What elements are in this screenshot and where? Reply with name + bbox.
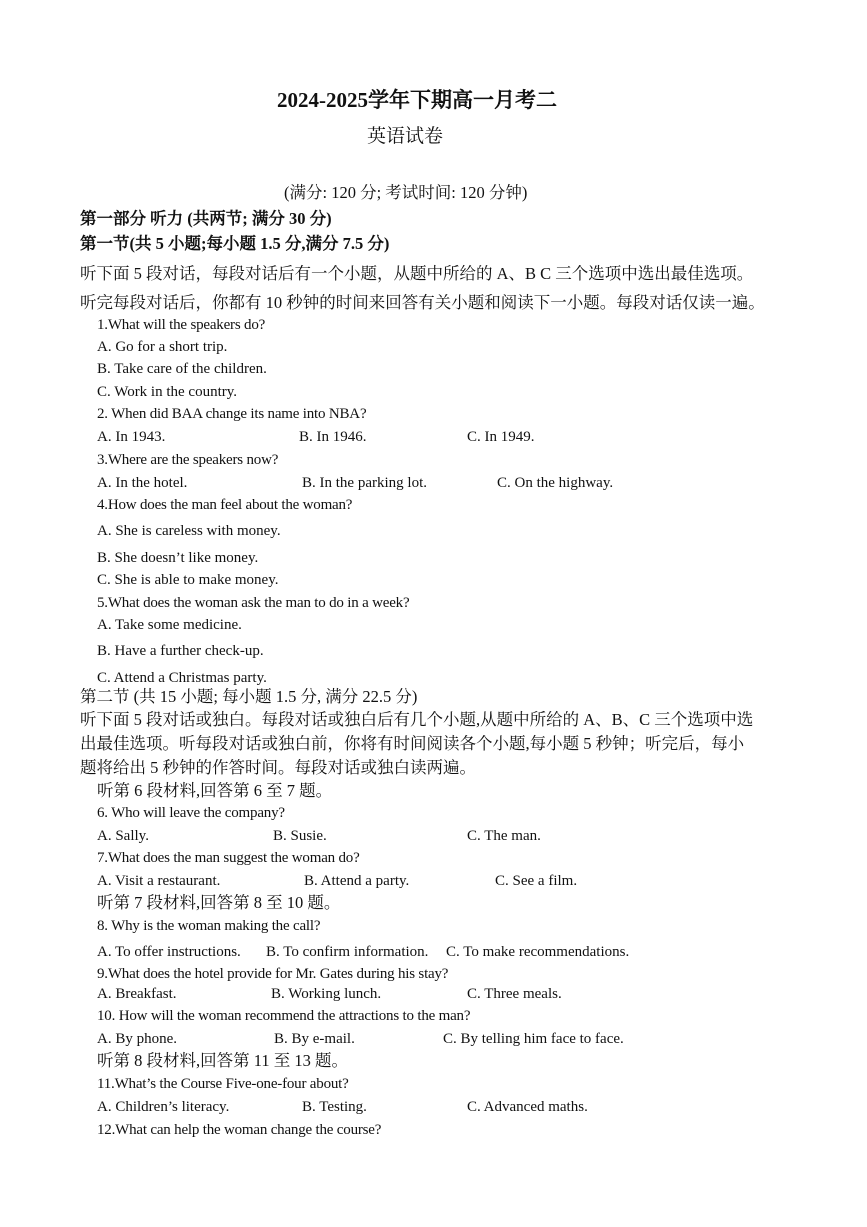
q4-option-c: C. She is able to make money.	[97, 572, 279, 588]
q1-option-a: A. Go for a short trip.	[97, 339, 228, 355]
q4-option-b: B. She doesn’t like money.	[97, 550, 259, 566]
q2-option-a: A. In 1943.	[97, 429, 166, 445]
q2-option-c: C. In 1949.	[467, 429, 535, 445]
exam-title: 2024-2025学年下期高一月考二	[277, 88, 557, 112]
section1-instruction-2: 听完每段对话后，你都有 10 秒钟的时间来回答有关小题和阅读下一小题。每段对话仅读一遍。	[80, 293, 765, 312]
section1-instruction-1: 听下面 5 段对话，每段对话后有一个小题，从题中所给的 A、B C 三个选项中选出最佳选项。	[80, 264, 754, 283]
q8-option-b: B. To confirm information.	[266, 944, 429, 960]
exam-info: (满分: 120 分; 考试时间: 120 分钟)	[284, 183, 528, 202]
q7-option-b: B. Attend a party.	[304, 873, 410, 889]
section2-instruction-3: 题将给出 5 秒钟的作答时间。每段对话或独白读两遍。	[80, 758, 476, 777]
section2-instruction-2: 出最佳选项。听每段对话或独白前，你将有时间阅读各个小题,每小题 5 秒钟；听完后，每小	[80, 734, 745, 753]
question-12: 12.What can help the woman change the course?	[97, 1122, 382, 1138]
part1-heading: 第一部分 听力 (共两节; 满分 30 分)	[80, 209, 332, 228]
material-6: 听第 6 段材料,回答第 6 至 7 题。	[97, 781, 333, 800]
question-8: 8. Why is the woman making the call?	[97, 918, 321, 934]
q8-option-c: C. To make recommendations.	[446, 944, 630, 960]
q3-option-b: B. In the parking lot.	[302, 475, 427, 491]
q9-option-a: A. Breakfast.	[97, 986, 177, 1002]
question-6: 6. Who will leave the company?	[97, 805, 285, 821]
question-4: 4.How does the man feel about the woman?	[97, 497, 353, 513]
material-8: 听第 8 段材料,回答第 11 至 13 题。	[97, 1051, 349, 1070]
q5-option-a: A. Take some medicine.	[97, 617, 242, 633]
q7-option-c: C. See a film.	[495, 873, 578, 889]
q11-option-a: A. Children’s literacy.	[97, 1099, 230, 1115]
material-7: 听第 7 段材料,回答第 8 至 10 题。	[97, 893, 341, 912]
q5-option-b: B. Have a further check-up.	[97, 643, 264, 659]
q6-option-b: B. Susie.	[273, 828, 327, 844]
question-2: 2. When did BAA change its name into NBA?	[97, 406, 367, 422]
question-7: 7.What does the man suggest the woman do?	[97, 850, 360, 866]
q10-option-a: A. By phone.	[97, 1031, 177, 1047]
question-1: 1.What will the speakers do?	[97, 317, 266, 333]
q9-option-c: C. Three meals.	[467, 986, 562, 1002]
question-3: 3.Where are the speakers now?	[97, 452, 279, 468]
q3-option-c: C. On the highway.	[497, 475, 614, 491]
q2-option-b: B. In 1946.	[299, 429, 367, 445]
q6-option-c: C. The man.	[467, 828, 541, 844]
q6-option-a: A. Sally.	[97, 828, 149, 844]
q11-option-b: B. Testing.	[302, 1099, 367, 1115]
question-10: 10. How will the woman recommend the attractions to the man?	[97, 1008, 471, 1024]
q4-option-a: A. She is careless with money.	[97, 523, 281, 539]
q9-option-b: B. Working lunch.	[271, 986, 382, 1002]
q1-option-c: C. Work in the country.	[97, 384, 238, 400]
q5-option-c: C. Attend a Christmas party.	[97, 670, 267, 686]
question-9: 9.What does the hotel provide for Mr. Gates during his stay?	[97, 966, 449, 982]
q8-option-a: A. To offer instructions.	[97, 944, 241, 960]
question-11: 11.What’s the Course Five-one-four about?	[97, 1076, 349, 1092]
q1-option-b: B. Take care of the children.	[97, 361, 267, 377]
exam-subtitle: 英语试卷	[367, 126, 444, 147]
q10-option-b: B. By e-mail.	[274, 1031, 355, 1047]
q3-option-a: A. In the hotel.	[97, 475, 188, 491]
section2-instruction-1: 听下面 5 段对话或独白。每段对话或独白后有几个小题,从题中所给的 A、B、C 三个选项中选	[80, 710, 754, 729]
q7-option-a: A. Visit a restaurant.	[97, 873, 221, 889]
section2-heading: 第二节 (共 15 小题; 每小题 1.5 分, 满分 22.5 分)	[80, 687, 418, 706]
section1-heading: 第一节(共 5 小题;每小题 1.5 分,满分 7.5 分)	[80, 234, 390, 253]
q11-option-c: C. Advanced maths.	[467, 1099, 588, 1115]
q10-option-c: C. By telling him face to face.	[443, 1031, 624, 1047]
question-5: 5.What does the woman ask the man to do in a week?	[97, 595, 410, 611]
